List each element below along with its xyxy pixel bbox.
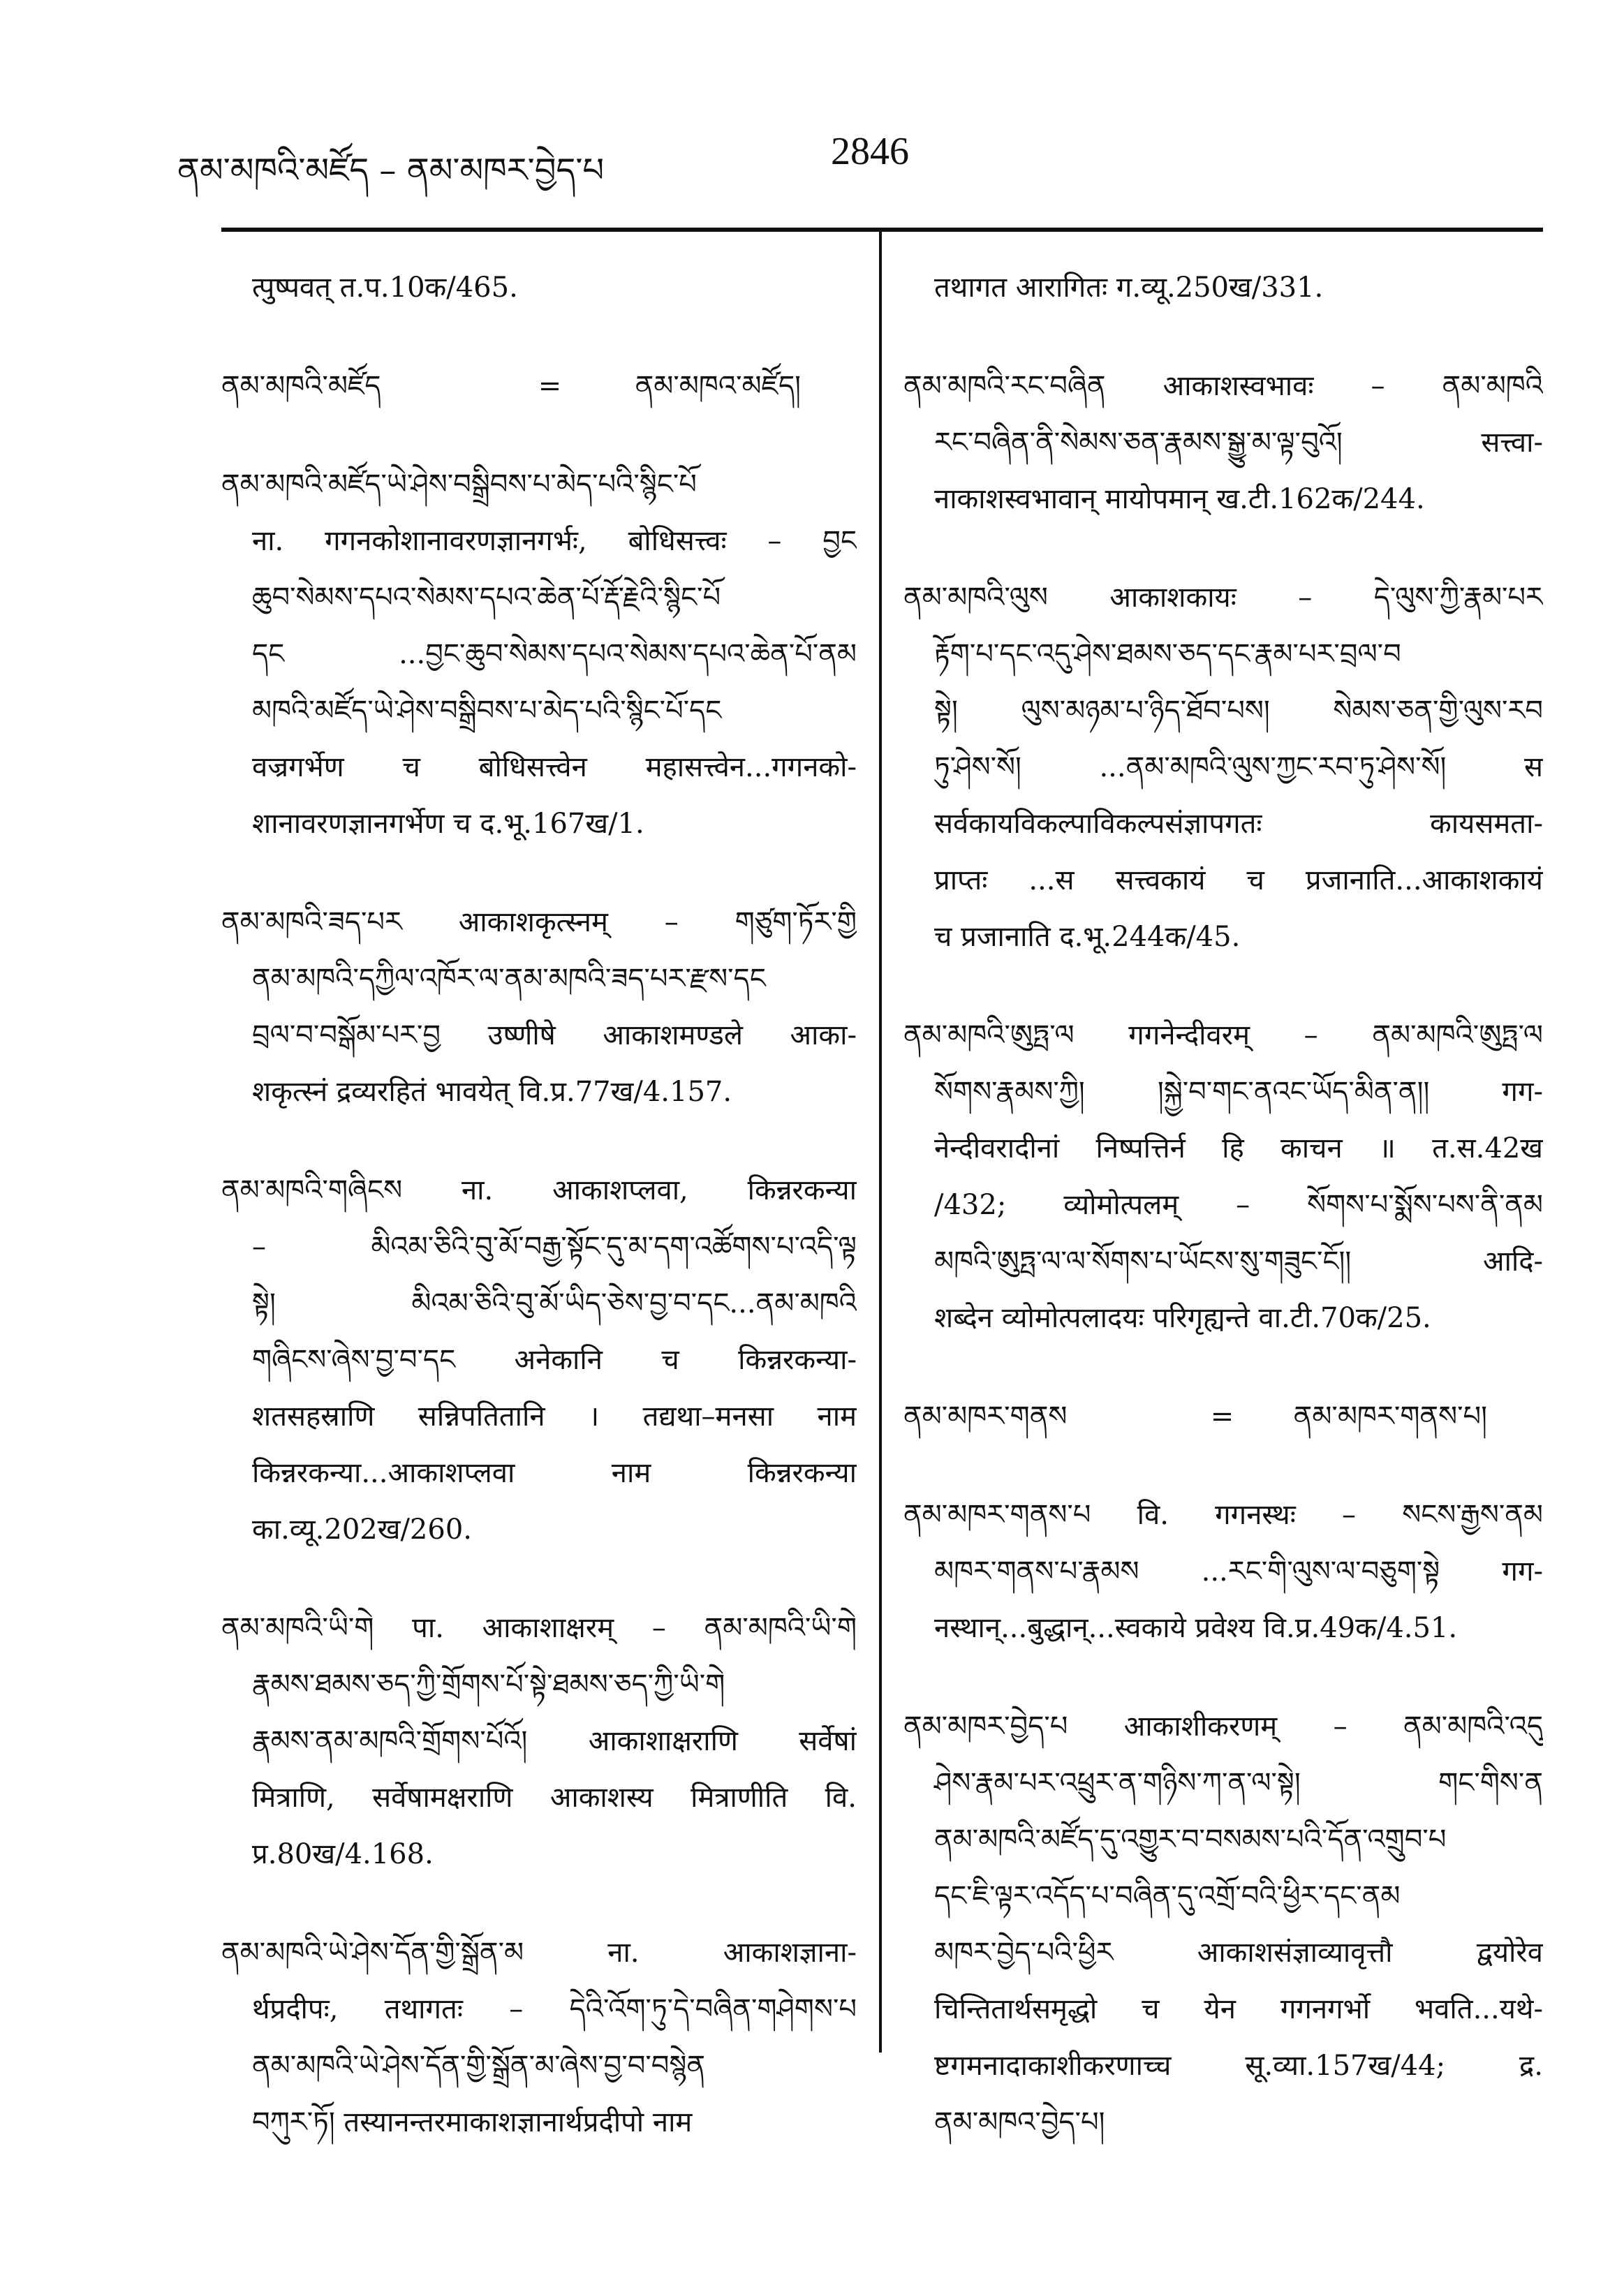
page-number: 2846: [831, 130, 909, 173]
entry-line: /432; व्योमोत्पलम् – སོགས་པ་སྨོས་པས་ནི་ནམ: [934, 1189, 1543, 1221]
header-rule: [221, 228, 1543, 232]
entry-line: ཏུ་ཤེས་སོ། ...ནམ་མཁའི་ལུས་ཀྱང་རབ་ཏུ་ཤེས་སོ། स: [934, 751, 1543, 783]
left-column: [221, 260, 857, 2193]
entry-line: ཤེས་རྣམ་པར་འཕྲུར་ན་གཉིས་ཀ་ན་ལ་སྟེ། གང་གིས་ན: [934, 1767, 1543, 1799]
entry-line: ཆུབ་སེམས་དཔའ་སེམས་དཔའ་ཆེན་པོ་རྡོ་རྗེའི་སྙིང་པོ: [252, 582, 721, 614]
entry-line: – མིའམ་ཅིའི་བུ་མོ་བརྒྱ་སྟོང་དུ་མ་དག་འཚོགས་པ་འདི་ལྟ: [252, 1231, 857, 1263]
entry-line: शकृत्स्नं द्रव्यरहितं भावयेत् वि.प्र.77ख/4.157.: [252, 1076, 732, 1108]
entry-headword-line: ནམ་མཁའི་ལུས आकाशकायः – དེ་ལུས་ཀྱི་རྣམ་པར: [903, 582, 1543, 614]
entry-line: རྣམས་ཐམས་ཅད་ཀྱི་གྲོགས་པོ་སྟེ་ཐམས་ཅད་ཀྱི་ཡི་གེ: [252, 1669, 725, 1701]
entry-line: ནམ་མཁའི་མཛོད་དུ་འགྱུར་བ་བསམས་པའི་དོན་འགྲུབ་པ: [934, 1824, 1447, 1856]
dictionary-entry: [903, 1487, 1543, 1657]
dictionary-entry: [221, 1600, 857, 1883]
entry-line: र्थप्रदीपः, तथागतः – དེའི་འོག་ཏུ་དེ་བཞིན་གཤེགས་པ: [252, 1993, 857, 2025]
entry-line: शानावरणज्ञानगर्भेण च द.भू.167ख/1.: [252, 808, 644, 840]
headword: ནམ་མཁའི་མཛོད: [221, 370, 381, 402]
entry-line: གཞིངས་ཞེས་བྱ་བ་དང अनेकानि च किन्नरकन्या-: [252, 1344, 857, 1376]
cross-reference: ནམ་མཁའ་མཛོད།: [635, 370, 801, 402]
dictionary-entry: [903, 1389, 1543, 1445]
entry-line: སྟེ། མིའམ་ཅིའི་བུ་མོ་ཡིད་ཅེས་བྱ་བ་དང...ནམ་མཁའི: [252, 1287, 857, 1319]
entry-line: प्र.80ख/4.168.: [252, 1838, 434, 1870]
entry-line: त्पुष्पवत् त.प.10क/465.: [252, 272, 518, 304]
entry-line: མཁར་བྱེད་པའི་ཕྱིར आकाशसंज्ञाव्यावृत्तौ द्वयोरेव: [934, 1937, 1543, 1969]
entry-line: सर्वकायविकल्पाविकल्पसंज्ञापगतः कायसमता-: [934, 808, 1543, 840]
dictionary-entry: [221, 1925, 857, 2151]
entry-headword-line: ནམ་མཁའི་གཞིངས ना. आकाशप्लवा, किन्नरकन्या: [221, 1174, 857, 1206]
entry-line: का.व्यू.202ख/260.: [252, 1514, 472, 1546]
cross-reference-row: [903, 1389, 1543, 1445]
entry-line: རང་བཞིན་ནི་སེམས་ཅན་རྣམས་སྒྱུ་མ་ལྟ་བུའོ། सत्त्वा-: [934, 427, 1543, 459]
entry-line: चिन्तितार्थसमृद्धो च येन गगनगर्भो भवति...यथे-: [934, 1993, 1543, 2025]
entry-line: མཁའི་མཛོད་ཡེ་ཤེས་བསྒྲིབས་པ་མེད་པའི་སྙིང་པོ་དང: [252, 695, 722, 727]
entry-line: नस्थान्...बुद्धान्...स्वकाये प्रवेश्य वि.प्र.49क/4.51.: [934, 1612, 1458, 1644]
dictionary-entry: [903, 358, 1543, 528]
equals-sign: =: [1210, 1400, 1234, 1433]
dictionary-entry: [221, 894, 857, 1121]
entry-line: དང་ཇི་ལྟར་འདོད་པ་བཞིན་དུ་འགྲོ་བའི་ཕྱིར་དང་ནམ: [934, 1880, 1401, 1912]
column-divider: [879, 230, 882, 2053]
dictionary-entry: [903, 570, 1543, 966]
dictionary-entry: [221, 457, 857, 852]
entry-line: च प्रजानाति द.भू.244क/45.: [934, 921, 1241, 953]
entry-line: ནམ་མཁའི་ཡེ་ཤེས་དོན་གྱི་སྒྲོན་མ་ཞེས་བྱ་བ་བསྙེན: [252, 2050, 706, 2082]
entry-headword-line: ནམ་མཁའི་རང་བཞིན आकाशस्वभावः – ནམ་མཁའི: [903, 370, 1543, 402]
entry-line: वज्रगर्भेण च बोधिसत्त्वेन महासत्त्वेन...गगनको-: [252, 751, 857, 783]
entry-headword-line: ནམ་མཁར་བྱེད་པ आकाशीकरणम् – ནམ་མཁའི་འདུ: [903, 1710, 1543, 1743]
entry-line: ནམ་མཁའ་བྱེད་པ།: [934, 2106, 1105, 2138]
running-head: ནམ་མཁའི་མཛོད – ནམ་མཁར་བྱེད་པ: [177, 151, 605, 190]
entry-line: शतसहस्राणि सन्निपतितानि । तद्यथा–मनसा नाम: [252, 1400, 857, 1433]
entry-line: རྣམས་ནམ་མཁའི་གྲོགས་པོའོ། आकाशाक्षराणि सर्वेषां: [252, 1725, 857, 1757]
dictionary-entry: [221, 1162, 857, 1558]
entry-line: བྲལ་བ་བསྒོམ་པར་བྱ उष्णीषे आकाशमण्डले आका-: [252, 1019, 857, 1051]
entry-line: मित्राणि, सर्वेषामक्षराणि आकाशस्य मित्राणीति वि.: [252, 1782, 857, 1814]
entry-headword-line: ནམ་མཁའི་ཟད་པར आकाशकृत्स्नम् – གཙུག་ཏོར་གྱི: [221, 906, 857, 938]
entry-line: किन्नरकन्या...आकाशप्लवा नाम किन्नरकन्या: [252, 1457, 857, 1489]
entry-line: नेन्दीवरादीनां निष्पत्तिर्न हि काचन ॥ त.स.42ख: [934, 1132, 1543, 1165]
entry-headword-line: ནམ་མཁའི་ཡི་གེ पा. आकाशाक्षरम् – ནམ་མཁའི་ཡི་གེ: [221, 1612, 857, 1644]
entry-line: བཀུར་ཏོ། तस्यानन्तरमाकाशज्ञानार्थप्रदीपो नाम: [252, 2106, 693, 2138]
entry-line: དང ...བྱང་ཆུབ་སེམས་དཔའ་སེམས་དཔའ་ཆེན་པོ་ནམ: [252, 638, 857, 670]
entry-line: प्राप्तः ...स सत्त्वकायं च प्रजानाति...आकाशकायं: [934, 864, 1543, 896]
right-column: [903, 260, 1543, 2193]
entry-headword-line: ནམ་མཁའི་ཨུཏྤ་ལ गगनेन्दीवरम् – ནམ་མཁའི་ཨུཏྤ་ལ: [903, 1019, 1543, 1051]
dictionary-entry: [221, 260, 857, 316]
entry-headword-line: ནམ་མཁར་གནས་པ वि. गगनस्थः – སངས་རྒྱས་ནམ: [903, 1499, 1543, 1531]
cross-reference-row: [221, 358, 857, 415]
entry-line: མཁའི་ཨུཏྤ་ལ་ལ་སོགས་པ་ཡོངས་སུ་གཟུང་ངོ།། आदि-: [934, 1245, 1543, 1278]
entry-line: རྟོག་པ་དང་འདུ་ཤེས་ཐམས་ཅད་དང་རྣམ་པར་བྲལ་བ: [934, 638, 1401, 670]
entry-line: ष्टगमनादाकाशीकरणाच्च सू.व्या.157ख/44; द्र.: [934, 2050, 1543, 2082]
entry-headword-line: ནམ་མཁའི་ཡེ་ཤེས་དོན་གྱི་སྒྲོན་མ ना. आकाशज्ञाना-: [221, 1937, 857, 1969]
entry-line: नाकाशस्वभावान् मायोपमान् ख.टी.162क/244.: [934, 483, 1425, 515]
headword: ནམ་མཁར་གནས: [903, 1400, 1068, 1433]
cross-reference: ནམ་མཁར་གནས་པ།: [1293, 1400, 1487, 1433]
entry-line: तथागत आरागितः ग.व्यू.250ख/331.: [934, 272, 1324, 304]
dictionary-entry: [903, 1007, 1543, 1347]
entry-headword-line: ནམ་མཁའི་མཛོད་ཡེ་ཤེས་བསྒྲིབས་པ་མེད་པའི་སྙིང་པོ: [221, 468, 697, 501]
entry-line: མཁར་གནས་པ་རྣམས ...རང་གི་ལུས་ལ་བཅུག་སྟེ गग-: [934, 1555, 1543, 1588]
dictionary-entry: [903, 260, 1543, 316]
equals-sign: =: [538, 370, 562, 402]
entry-line: शब्देन व्योमोत्पलादयः परिगृह्यन्ते वा.टी.70क/25.: [934, 1302, 1431, 1334]
entry-line: སྟེ། ལུས་མཉམ་པ་ཉིད་ཐོབ་པས། སེམས་ཅན་གྱི་ལུས་རབ: [934, 695, 1543, 727]
entry-line: ནམ་མཁའི་དཀྱིལ་འཁོར་ལ་ནམ་མཁའི་ཟད་པར་རྫས་དང: [252, 963, 766, 995]
entry-line: ना. गगनकोशानावरणज्ञानगर्भः, बोधिसत्त्वः – བྱང: [252, 525, 857, 557]
entry-line: སོགས་རྣམས་ཀྱི། །སྐྱེ་བ་གང་ནའང་ཡོད་མིན་ན།། गग-: [934, 1076, 1543, 1108]
dictionary-entry: [221, 358, 857, 415]
dictionary-entry: [903, 1699, 1543, 2151]
